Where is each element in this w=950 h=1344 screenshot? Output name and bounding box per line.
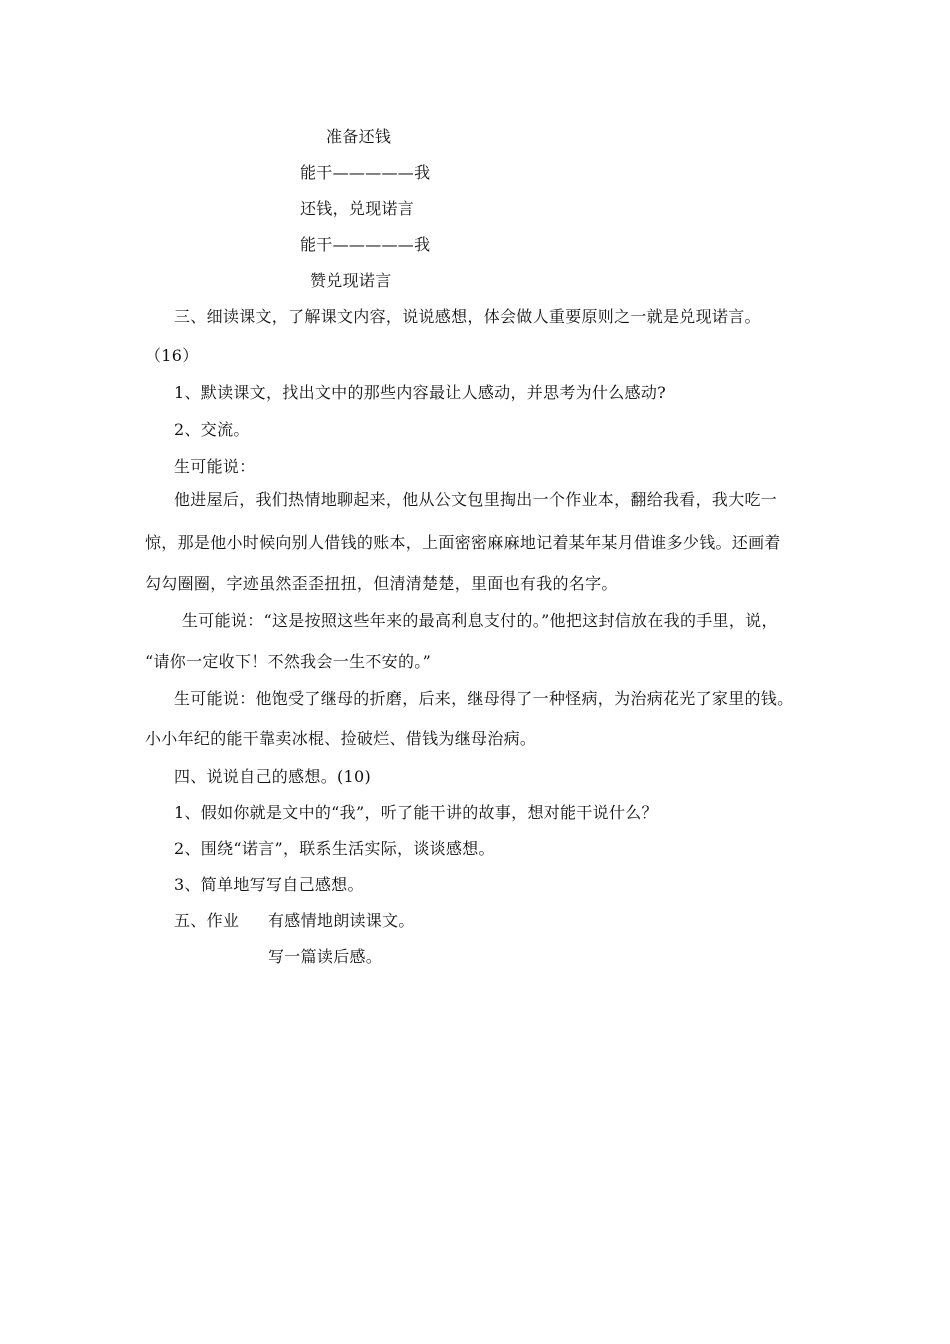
section4-item-1: 1、假如你就是文中的“我”，听了能干讲的故事，想对能干说什么？ (174, 803, 658, 822)
para3-line-1: 生可能说：他饱受了继母的折磨，后来，继母得了一种怪病，为治病花光了家里的钱。 (174, 689, 794, 708)
section4-item-3: 3、简单地写写自己感想。 (174, 875, 364, 894)
section3-item-2: 2、交流。 (174, 420, 250, 439)
para1-line-3: 勾勾圈圈，字迹虽然歪歪扭扭，但清清楚楚，里面也有我的名字。 (145, 574, 618, 593)
section5-task-1: 有感情地朗读课文。 (268, 911, 415, 930)
para2-line-2: “请你一定收下！不然我会一生不安的。” (145, 652, 432, 671)
section4-heading: 四、说说自己的感想。(10) (174, 767, 372, 786)
section5-task-2: 写一篇读后感。 (268, 947, 383, 966)
diagram-line-repay-promise: 还钱，兑现诺言 (300, 199, 415, 218)
section5-heading: 五、作业 (174, 911, 240, 930)
diagram-line-nenggan-me-1: 能干—————我 (300, 163, 431, 182)
para1-line-2: 惊，那是他小时候向别人借钱的账本，上面密密麻麻地记着某年某月借谁多少钱。还画着 (145, 533, 781, 552)
section3-time: （16） (145, 346, 199, 365)
diagram-line-nenggan-me-2: 能干—————我 (300, 235, 431, 254)
diagram-line-praise-promise: 赞兑现诺言 (310, 271, 392, 290)
section4-item-2: 2、围绕“诺言”，联系生活实际，谈谈感想。 (174, 839, 495, 858)
student-intro: 生可能说： (174, 457, 256, 476)
para2-line-1: 生可能说：“这是按照这些年来的最高利息支付的。”他把这封信放在我的手里，说， (182, 611, 778, 630)
section3-item-1: 1、默读课文，找出文中的那些内容最让人感动，并思考为什么感动? (174, 383, 667, 402)
section3-heading: 三、细读课文，了解课文内容，说说感想，体会做人重要原则之一就是兑现诺言。 (174, 307, 761, 326)
para1-line-1: 他进屋后，我们热情地聊起来，他从公文包里掏出一个作业本，翻给我看，我大吃一 (174, 490, 778, 509)
para3-line-2: 小小年纪的能干靠卖冰棍、捡破烂、借钱为继母治病。 (145, 729, 537, 748)
diagram-line-prepare-repay: 准备还钱 (326, 127, 392, 146)
